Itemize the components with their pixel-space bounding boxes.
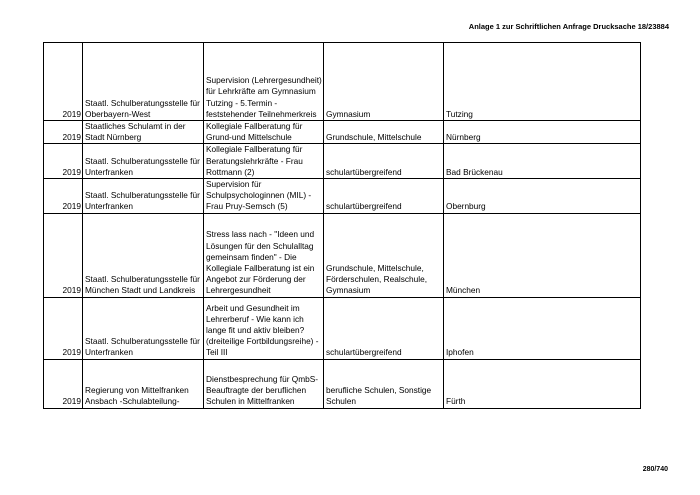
table-row — [44, 297, 641, 359]
table-row — [44, 43, 641, 121]
school-type-cell-line: schulartübergreifend — [326, 166, 402, 177]
title-cell-line: Beratungslehrkräfte - Frau — [206, 155, 303, 166]
title-cell-line: für Lehrkräfte am Gymnasium — [206, 86, 316, 97]
institution-cell-line: Staatliches Schulamt in der — [85, 121, 186, 131]
location-cell: München — [444, 213, 641, 297]
institution-cell-line: Unterfranken — [85, 347, 133, 358]
page-number: 280/740 — [642, 466, 668, 473]
title-cell-line: Kollegiale Fallberatung für — [206, 121, 303, 131]
institution-cell — [83, 144, 204, 179]
title-cell-line: Grund-und Mittelschule — [206, 132, 292, 143]
location-cell: Fürth — [444, 359, 641, 408]
school-type-cell-line: Förderschulen, Realschule, — [326, 274, 427, 285]
institution-cell-line: Staatl. Schulberatungsstelle für — [85, 336, 200, 347]
institution-cell-line: Ansbach -Schulabteilung- — [85, 396, 180, 407]
location-cell: Iphofen — [444, 297, 641, 359]
title-cell-line: Kollegiale Fallberatung ist ein — [206, 263, 315, 274]
institution-cell-line: München Stadt und Landkreis — [85, 285, 196, 296]
institution-cell — [83, 43, 204, 121]
year-cell: 2019 — [44, 43, 83, 121]
school-type-cell — [324, 297, 444, 359]
title-cell-line: Lösungen für den Schulalltag — [206, 240, 314, 251]
institution-cell-line: Oberbayern-West — [85, 108, 151, 119]
location-cell: Bad Brückenau — [444, 144, 641, 179]
institution-cell-line: Stadt Nürnberg — [85, 132, 142, 143]
institution-cell — [83, 121, 204, 144]
title-cell-line: Schulen in Mittelfranken — [206, 396, 295, 407]
school-type-cell-line: Grundschule, Mittelschule — [326, 132, 422, 143]
school-type-cell — [324, 144, 444, 179]
title-cell — [204, 297, 324, 359]
school-type-cell-line: Gymnasium — [326, 108, 371, 119]
title-cell-line: Rottmann (2) — [206, 166, 255, 177]
title-cell-line: Beauftragte der beruflichen — [206, 385, 307, 396]
school-type-cell — [324, 121, 444, 144]
title-cell-line: Tutzing - 5.Termin - — [206, 97, 278, 108]
table-row — [44, 359, 641, 408]
table-row — [44, 121, 641, 144]
school-type-cell-line: berufliche Schulen, Sonstige — [326, 385, 432, 396]
title-cell-line: gemeinsam finden" - Die — [206, 251, 297, 262]
title-cell — [204, 144, 324, 179]
table-row — [44, 179, 641, 214]
location-cell: Nürnberg — [444, 121, 641, 144]
institution-cell-line: Regierung von Mittelfranken — [85, 385, 189, 396]
institution-cell — [83, 297, 204, 359]
year-cell: 2019 — [44, 213, 83, 297]
location-cell: Obernburg — [444, 179, 641, 214]
school-type-cell-line: Schulen — [326, 396, 356, 407]
title-cell-line: Frau Pruy-Semsch (5) — [206, 201, 288, 212]
year-cell: 2019 — [44, 121, 83, 144]
institution-cell-line: Unterfranken — [85, 166, 133, 177]
school-type-cell — [324, 359, 444, 408]
title-cell-line: Dienstbesprechung für QmbS- — [206, 374, 319, 385]
title-cell-line: Lehrergesundheit — [206, 285, 271, 296]
title-cell-line: Arbeit und Gesundheit im — [206, 302, 300, 313]
year-cell: 2019 — [44, 297, 83, 359]
institution-cell-line: Staatl. Schulberatungsstelle für — [85, 97, 200, 108]
title-cell-line: Stress lass nach - "Ideen und — [206, 229, 315, 240]
title-cell-line: Schulpsychologinnen (MIL) - — [206, 190, 312, 201]
year-cell: 2019 — [44, 144, 83, 179]
year-cell: 2019 — [44, 359, 83, 408]
table-row — [44, 213, 641, 297]
school-type-cell-line: Gymnasium — [326, 285, 371, 296]
data-table — [43, 42, 641, 409]
institution-cell-line: Unterfranken — [85, 201, 133, 212]
institution-cell — [83, 213, 204, 297]
title-cell-line: Kollegiale Fallberatung für — [206, 144, 303, 155]
title-cell — [204, 43, 324, 121]
title-cell-line: (dreiteilige Fortbildungsreihe) - — [206, 336, 319, 347]
school-type-cell-line: Grundschule, Mittelschule, — [326, 263, 424, 274]
institution-cell-line: Staatl. Schulberatungsstelle für — [85, 274, 200, 285]
document-header: Anlage 1 zur Schriftlichen Anfrage Drucksache 18/23884 — [468, 22, 669, 31]
institution-cell-line: Staatl. Schulberatungsstelle für — [85, 155, 200, 166]
school-type-cell — [324, 179, 444, 214]
school-type-cell — [324, 43, 444, 121]
table-row — [44, 144, 641, 179]
title-cell-line: Angebot zur Förderung der — [206, 274, 306, 285]
institution-cell-line: Staatl. Schulberatungsstelle für — [85, 190, 200, 201]
title-cell-line: Teil III — [206, 347, 228, 358]
location-cell: Tutzing — [444, 43, 641, 121]
institution-cell — [83, 179, 204, 214]
title-cell — [204, 121, 324, 144]
title-cell — [204, 179, 324, 214]
title-cell — [204, 359, 324, 408]
title-cell-line: Supervision für — [206, 179, 262, 190]
title-cell-line: Lehrerberuf - Wie kann ich — [206, 313, 304, 324]
year-cell: 2019 — [44, 179, 83, 214]
title-cell-line: Supervision (Lehrergesundheit) — [206, 75, 322, 86]
school-type-cell — [324, 213, 444, 297]
institution-cell — [83, 359, 204, 408]
title-cell — [204, 213, 324, 297]
school-type-cell-line: schulartübergreifend — [326, 201, 402, 212]
title-cell-line: feststehender Teilnehmerkreis — [206, 108, 317, 119]
school-type-cell-line: schulartübergreifend — [326, 347, 402, 358]
title-cell-line: lange fit und aktiv bleiben? — [206, 325, 305, 336]
